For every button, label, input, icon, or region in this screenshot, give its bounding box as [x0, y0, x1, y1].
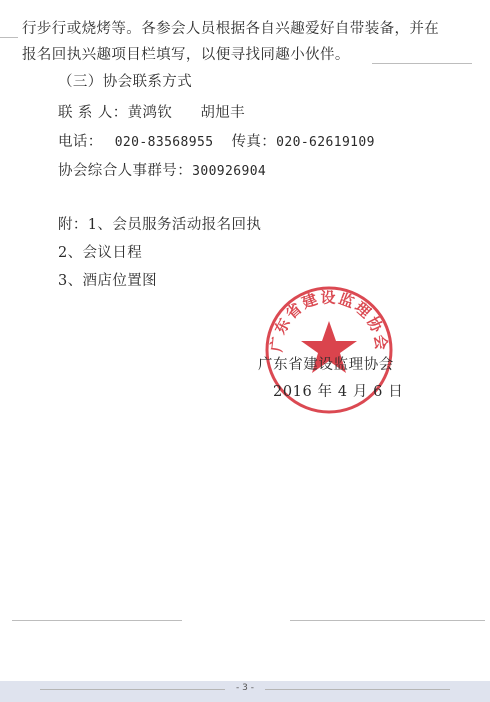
body-line-2: 报名回执兴趣项目栏填写，以便寻找同趣小伙伴。: [22, 47, 350, 63]
group-label: 协会综合人事群号：: [58, 163, 193, 179]
bottom-rule-right: [290, 620, 485, 621]
phone-number: 020-83568955: [114, 135, 214, 150]
bottom-rule-left: [12, 620, 182, 621]
phone-label: 电话：: [58, 134, 103, 150]
fax-label: 传真：: [231, 134, 277, 150]
group-row: [58, 162, 266, 181]
underline-rule: [372, 63, 472, 64]
contact-row: [58, 104, 245, 122]
attachment-1: 附：1、会员服务活动报名回执: [58, 217, 262, 233]
svg-text:广东省建设监理协会: 广东省建设监理协会: [267, 288, 391, 353]
signature-org: 广东省建设监理协会: [258, 357, 394, 373]
phone-row: [58, 133, 375, 152]
contact-label: 联 系 人：: [58, 105, 128, 121]
page-number: - 3 -: [236, 683, 254, 693]
group-number: 300926904: [192, 164, 267, 179]
attachment-2: 2、会议日程: [58, 245, 143, 261]
contact-person-1: 黄鸿钦: [127, 105, 173, 121]
attachment-3: 3、酒店位置图: [58, 273, 158, 289]
section-title: （三）协会联系方式: [58, 74, 193, 90]
fax-number: 020-62619109: [276, 135, 375, 150]
contact-person-2: 胡旭丰: [200, 105, 246, 121]
signature-date: 2016 年 4 月 6 日: [273, 384, 404, 400]
margin-rule: [0, 37, 18, 38]
body-line-1: 行步行或烧烤等。各参会人员根据各自兴趣爱好自带装备，并在: [22, 21, 440, 37]
